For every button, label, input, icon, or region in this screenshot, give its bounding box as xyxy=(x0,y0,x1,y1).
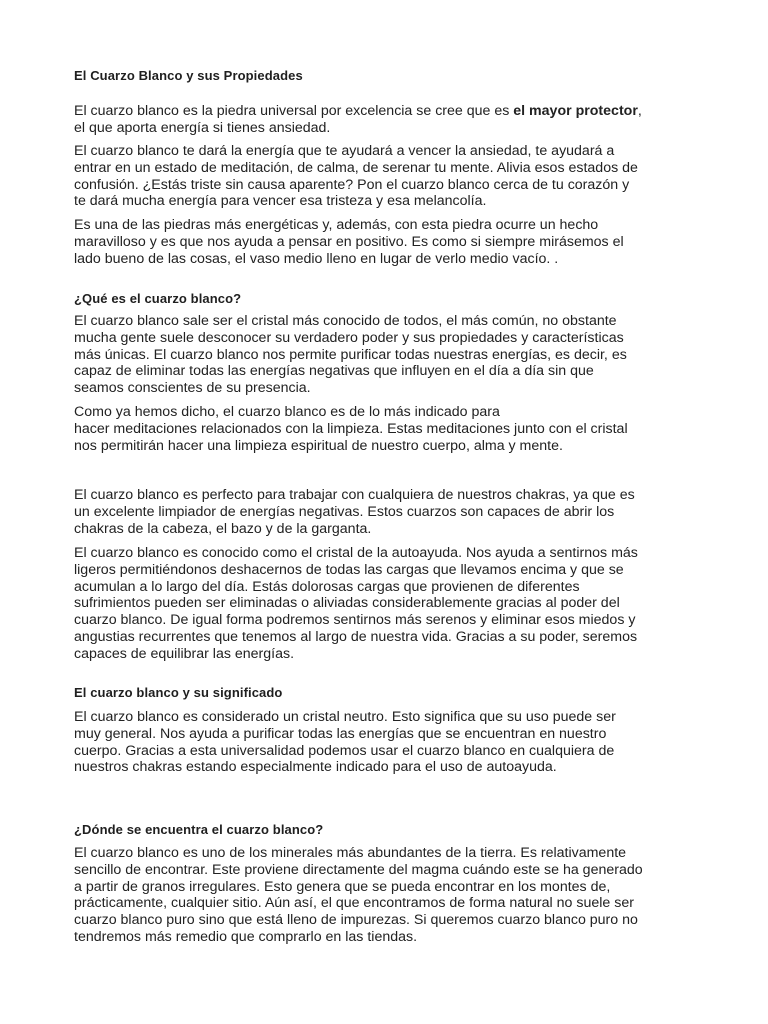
text-line: te dará mucha energía para vencer esa tristeza y esa melancolía. xyxy=(74,193,487,210)
text-line: El cuarzo blanco te dará la energía que te ayudará a vencer la ansiedad, te ayudará a xyxy=(74,143,615,159)
text-line: entrar en un estado de meditación, de calma, de serenar tu mente. Alivia esos estados de xyxy=(74,159,638,176)
text-line: angustias recurrentes que tenemos al largo de nuestra vida. Gracias a su poder, seremos xyxy=(74,628,638,645)
text-line: maravilloso y es que nos ayuda a pensar en positivo. Es como si siempre mirásemos el xyxy=(74,233,624,250)
text-line: ligeros permitiéndonos deshacernos de todas las cargas que llevamos encima y que se xyxy=(74,561,624,578)
text-line: prácticamente, cualquier sitio. Aún así, el que encontramos de forma natural no suele ser xyxy=(74,895,634,912)
text-line: El cuarzo blanco es uno de los minerales más abundantes de la tierra. Es relativamente xyxy=(74,845,627,861)
text-line: El cuarzo blanco es conocido como el cristal de la autoayuda. Nos ayuda a sentirnos más xyxy=(74,545,638,561)
section-heading-donde: ¿Dónde se encuentra el cuarzo blanco? xyxy=(74,822,324,837)
significado-paragraph-1 xyxy=(74,709,714,776)
text-line: capaces de equilibrar las energías. xyxy=(74,645,295,662)
intro-paragraph-3 xyxy=(74,217,714,267)
que-es-paragraph-1 xyxy=(74,313,714,397)
text-line: Es una de las piedras más energéticas y, además, con esta piedra ocurre un hecho xyxy=(74,217,599,233)
text-line: nuestros chakras estando especialmente indicado para el uso de autoayuda. xyxy=(74,759,557,776)
text-line: muy general. Nos ayuda a purificar todas las energías que se encuentran en nuestro xyxy=(74,725,607,742)
text-line: a partir de granos irregulares. Esto genera que se pueda encontrar en los montes de, xyxy=(74,878,611,895)
donde-paragraph-1 xyxy=(74,845,714,946)
intro-p1-line-2: el que aporta energía si tienes ansiedad. xyxy=(74,119,331,136)
document-title: El Cuarzo Blanco y sus Propiedades xyxy=(74,68,303,83)
text-line: un excelente limpiador de energías negativas. Estos cuarzos son capaces de abrir los xyxy=(74,503,615,520)
que-es-paragraph-4 xyxy=(74,545,714,663)
text-line: acumulan a lo largo del día. Estás dolorosas cargas que provienen de diferentes xyxy=(74,578,580,595)
text-line: sencillo de encontrar. Este proviene directamente del magma cuándo este se ha generado xyxy=(74,861,643,878)
text-line: El cuarzo blanco sale ser el cristal más conocido de todos, el más común, no obstante xyxy=(74,313,617,329)
text-line: Como ya hemos dicho, el cuarzo blanco es de lo más indicado para xyxy=(74,404,500,420)
text-line: seamos conscientes de su presencia. xyxy=(74,380,311,397)
intro-p1-text: El cuarzo blanco es la piedra universal por excelencia se cree que es xyxy=(74,103,514,119)
text-line: El cuarzo blanco es perfecto para trabajar con cualquiera de nuestros chakras, ya que es xyxy=(74,487,635,503)
text-line: lado bueno de las cosas, el vaso medio lleno en lugar de verlo medio vacío. . xyxy=(74,250,559,267)
intro-p1-line-1 xyxy=(74,103,714,120)
text-line: mucha gente suele desconocer su verdadero poder y sus propiedades y características xyxy=(74,329,624,346)
text-line: confusión. ¿Estás triste sin causa aparente? Pon el cuarzo blanco cerca de tu corazón y xyxy=(74,176,630,193)
intro-p1-bold: el mayor protector xyxy=(513,103,638,119)
text-line: hacer meditaciones relacionados con la limpieza. Estas meditaciones junto con el cristal xyxy=(74,420,628,437)
text-line: sufrimientos pueden ser eliminadas o aliviadas considerablemente gracias al poder del xyxy=(74,595,620,612)
text-line: capaz de eliminar todas las energías negativas que influyen en el día a día sin que xyxy=(74,363,594,380)
intro-paragraph-2 xyxy=(74,143,714,210)
que-es-paragraph-2 xyxy=(74,404,714,454)
text-line: chakras de la cabeza, el bazo y de la garganta. xyxy=(74,520,372,537)
intro-paragraph-1 xyxy=(74,103,714,137)
section-heading-significado: El cuarzo blanco y su significado xyxy=(74,685,283,700)
section-heading-que-es: ¿Qué es el cuarzo blanco? xyxy=(74,291,242,306)
que-es-paragraph-3 xyxy=(74,487,714,537)
text-line: El cuarzo blanco es considerado un cristal neutro. Esto significa que su uso puede ser xyxy=(74,709,616,725)
text-line: nos permitirán hacer una limpieza espiritual de nuestro cuerpo, alma y mente. xyxy=(74,437,563,454)
text-line: tendremos más remedio que comprarlo en las tiendas. xyxy=(74,928,418,945)
text-line: cuarzo blanco. De igual forma podremos sentirnos más serenos y eliminar esos miedos y xyxy=(74,612,636,629)
text-line: cuarzo blanco puro sino que está lleno de impurezas. Si queremos cuarzo blanco puro no xyxy=(74,912,638,929)
text-line: más únicas. El cuarzo blanco nos permite purificar todas nuestras energías, es decir, es xyxy=(74,346,627,363)
intro-p1-comma: , xyxy=(637,103,642,119)
text-line: cuerpo. Gracias a esta universalidad podemos usar el cuarzo blanco en cualquiera de xyxy=(74,742,615,759)
